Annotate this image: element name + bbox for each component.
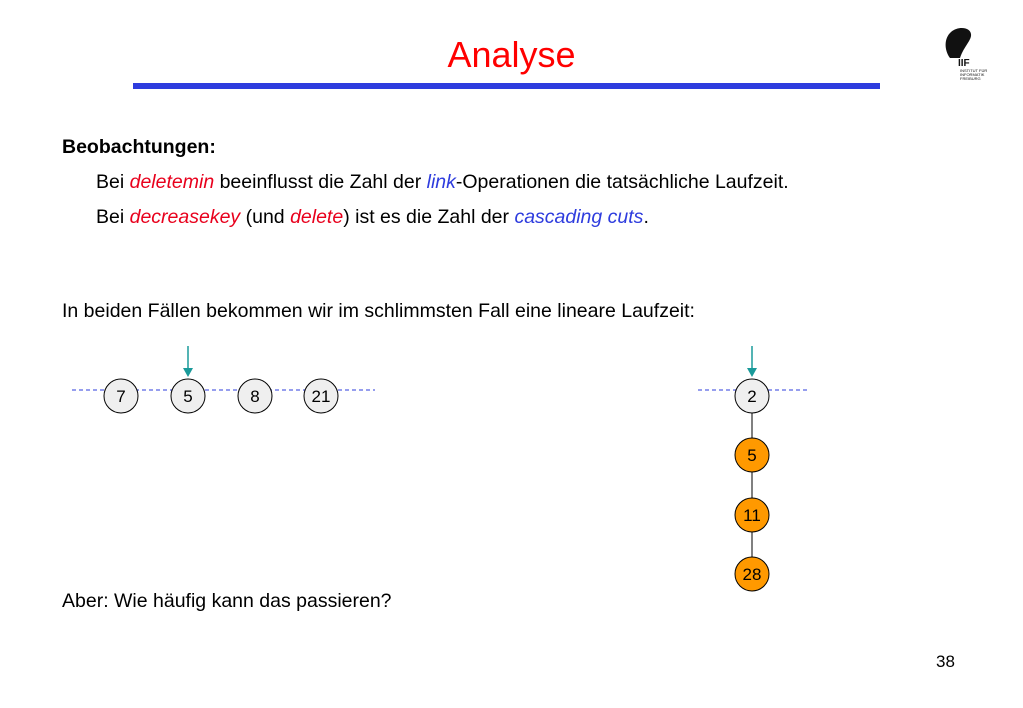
node-left-1	[171, 379, 205, 413]
page-number: 38	[936, 652, 955, 671]
page-title: Analyse	[447, 34, 576, 75]
node-left-3-label: 21	[311, 387, 331, 406]
chain-node-1-label: 11	[743, 506, 761, 525]
chain-node-0-label: 5	[747, 446, 757, 465]
node-left-2	[238, 379, 272, 413]
chain-node-0	[735, 438, 769, 472]
node-right-root-label: 2	[747, 387, 757, 406]
logo-line-3: FREIBURG	[960, 76, 981, 81]
obs1-text-3: -Operationen die tatsächliche Laufzeit.	[455, 171, 789, 193]
min-pointer-left-head	[183, 368, 193, 377]
term-cascading-cuts: cascading cuts	[514, 206, 644, 228]
logo-mark: IIF	[958, 58, 970, 69]
min-pointer-right-head	[747, 368, 757, 377]
term-link: link	[426, 171, 456, 193]
obs1-text-1: Bei	[96, 171, 130, 193]
node-left-0-label: 7	[116, 387, 126, 406]
logo-line-1: INSTITUT FÜR	[960, 68, 988, 73]
term-delete: delete	[290, 206, 344, 228]
statement-text: In beiden Fällen bekommen wir im schlimmsten Fall eine lineare Laufzeit:	[62, 300, 695, 322]
obs2-text-3: ) ist es die Zahl der	[343, 206, 515, 228]
observations-heading: Beobachtungen:	[62, 136, 216, 158]
chain-node-1	[735, 498, 769, 532]
obs1-text-2: beeinflusst die Zahl der	[214, 171, 427, 193]
obs2-text-1: Bei	[96, 206, 130, 228]
obs2-text-4: .	[643, 206, 649, 228]
question-text: Aber: Wie häufig kann das passieren?	[62, 590, 392, 612]
node-left-1-label: 5	[183, 387, 193, 406]
chain-node-2-label: 28	[742, 565, 762, 584]
node-left-3	[304, 379, 338, 413]
obs2-text-2: (und	[240, 206, 291, 228]
node-left-0	[104, 379, 138, 413]
node-left-2-label: 8	[250, 387, 260, 406]
chain-node-2	[735, 557, 769, 591]
logo-line-2: INFORMATIK	[960, 72, 985, 77]
term-deletemin: deletemin	[129, 171, 215, 193]
node-right-root	[735, 379, 769, 413]
term-decreasekey: decreasekey	[129, 206, 241, 228]
